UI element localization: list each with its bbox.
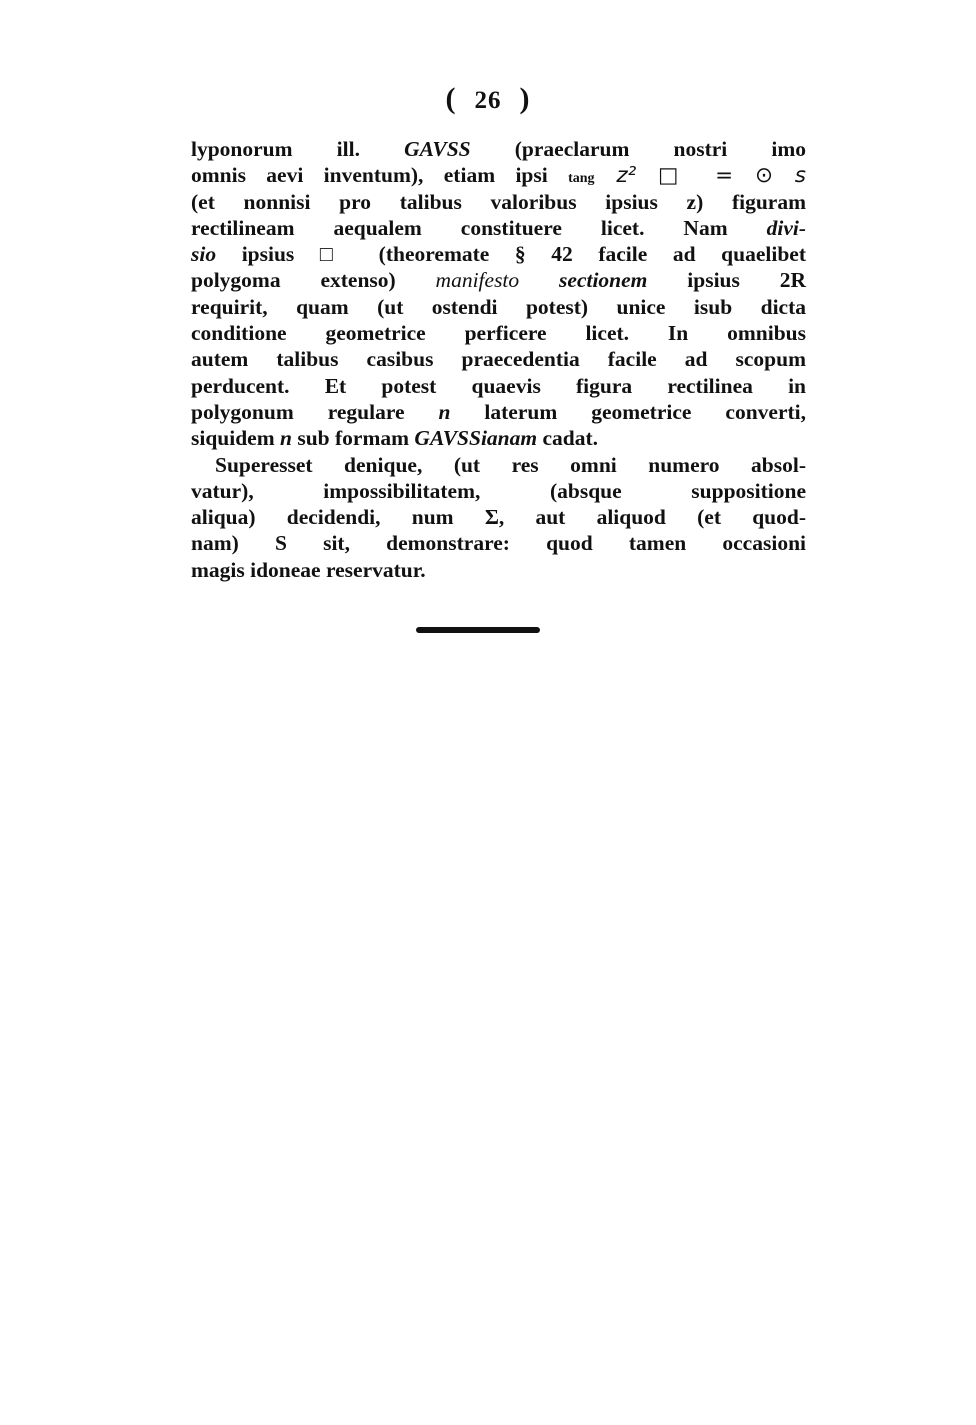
- text-run: magis idoneae reservatur.: [191, 557, 426, 582]
- end-rule-divider: [416, 627, 540, 633]
- text-run: (praeclarum nostri imo: [470, 137, 807, 161]
- text-run: laterum geometrice converti,: [450, 399, 806, 424]
- text-line: [191, 215, 806, 241]
- text-run: autem talibus casibus praecedentia facile ad scopum: [191, 347, 806, 372]
- page-number: [0, 82, 976, 116]
- text-line: [191, 294, 806, 320]
- text-run: requirit, quam (ut ostendi potest) unice isub dicta: [191, 294, 806, 319]
- text-line: [191, 425, 806, 451]
- text-line: [191, 557, 806, 583]
- text-line: [191, 478, 806, 504]
- text-line: [191, 452, 806, 478]
- paragraph-1: [191, 136, 806, 452]
- text-run: (et nonnisi pro talibus valoribus ipsius z) figuram: [191, 189, 806, 214]
- open-paren: (: [445, 82, 457, 115]
- paragraph-2: [191, 452, 806, 583]
- text-run: [519, 268, 559, 292]
- body-text: [191, 136, 806, 583]
- italic-word: sectionem: [559, 268, 648, 293]
- text-run: lyponorum ill.: [191, 137, 405, 161]
- italic-word: divi-: [766, 215, 806, 240]
- text-run: vatur), impossibilitatem, (absque suppositione: [191, 478, 806, 503]
- text-run: perducent. Et potest quaevis figura rectilinea in: [191, 373, 806, 398]
- text-run: rectilineam aequalem constituere licet. Nam: [191, 215, 767, 240]
- italic-variable: n: [280, 426, 292, 451]
- text-line: [191, 241, 806, 267]
- text-line: [191, 267, 806, 293]
- text-line: [191, 373, 806, 399]
- text-run: Superesset denique, (ut res omni numero absol-: [215, 452, 806, 477]
- text-line: [191, 162, 806, 188]
- author-name: GAVSS: [404, 137, 471, 161]
- math-expression: z² □ = ⊙ s: [594, 163, 806, 189]
- text-line: [191, 346, 806, 372]
- italic-word: sio: [191, 242, 217, 267]
- text-run: ipsius □ (theoremate § 42 facile ad quaelibet: [216, 242, 806, 267]
- text-run: nam) S sit, demonstrare: quod tamen occasioni: [191, 531, 806, 556]
- text-line: [191, 189, 806, 215]
- page-number-value: 26: [474, 87, 502, 114]
- text-line: [191, 504, 806, 530]
- text-line: [191, 530, 806, 556]
- italic-word: manifesto: [435, 268, 520, 293]
- text-run: ipsius 2R: [647, 268, 807, 293]
- text-run: polygoma extenso): [191, 268, 436, 293]
- text-run: omnis aevi inventum), etiam ipsi: [191, 163, 569, 188]
- text-run: polygonum regulare: [191, 399, 439, 424]
- text-run: siquidem: [191, 426, 281, 451]
- text-run: sub formam: [291, 426, 415, 451]
- close-paren: ): [519, 82, 531, 115]
- text-run: conditione geometrice perficere licet. In omnibus: [191, 321, 806, 346]
- italic-variable: n: [438, 399, 451, 424]
- text-line: [191, 399, 806, 425]
- tang-label: tang: [568, 171, 595, 187]
- text-run: cadat.: [537, 426, 599, 451]
- text-line: [191, 136, 806, 162]
- text-run: aliqua) decidendi, num Σ, aut aliquod (et quod-: [191, 505, 806, 530]
- author-name: GAVSSianam: [414, 426, 538, 451]
- text-line: [191, 320, 806, 346]
